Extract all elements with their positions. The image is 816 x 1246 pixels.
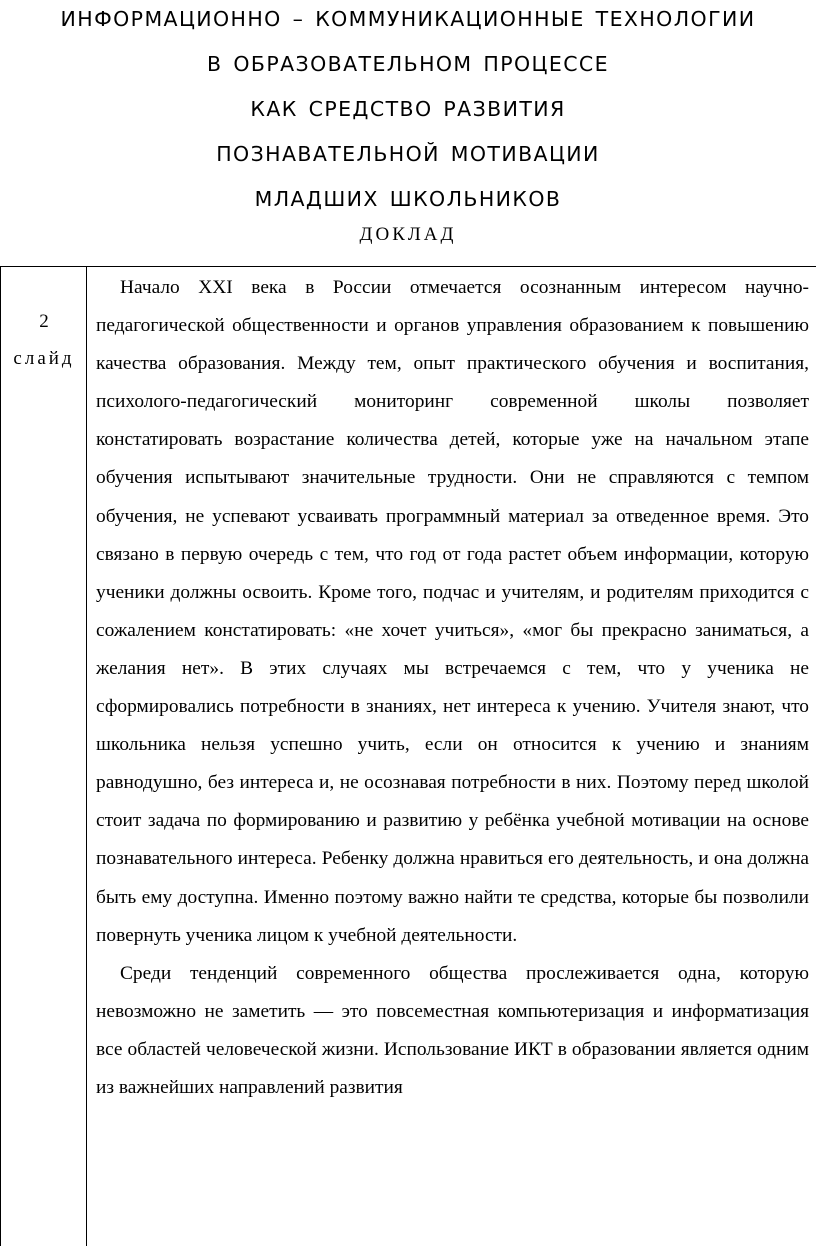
- text-cell: [96, 269, 809, 1107]
- document-subtitle: ДОКЛАД: [359, 224, 457, 245]
- title-line-3: КАК СРЕДСТВО РАЗВИТИЯ: [250, 97, 566, 121]
- title-line-1: ИНФОРМАЦИОННО – КОММУНИКАЦИОННЫЕ ТЕХНОЛОГИИ: [60, 7, 756, 31]
- title-line-5: МЛАДШИХ ШКОЛЬНИКОВ: [254, 187, 562, 211]
- content-table: [0, 266, 816, 1246]
- document-title: [0, 0, 816, 260]
- paragraph-1: Начало XXI века в России отмечается осознанным интересом научно-педагогической общественности и органов управления образованием к повышению качества образования. Между тем, опыт практического обучения и воспитания, психолого-педагогический мониторинг современной школы позволяет констатировать возрастание количества детей, которые уже на начальном этапе обучения испытывают значительные трудности. Они не справляются с темпом обучения, не успевают усваивать программный материал за отведенное время. Это связано в первую очередь с тем, что год от года растет объем информации, которую ученики должны освоить. Кроме того, подчас и учителям, и родителям приходится с сожалением констатировать: «не хочет учиться», «мог бы прекрасно заниматься, а желания нет». В этих случаях мы встречаемся с тем, что у ученика не сформировались потребности в знаниях, нет интереса к учению. Учителя знают, что школьника нельзя успешно учить, если он относится к учению и знаниям равнодушно, без интереса и, не осознавая потребности в них. Поэтому перед школой стоит задача по формированию и развитию у ребёнка учебной мотивации на основе познавательного интереса. Ребенку должна нравиться его деятельность, и она должна быть ему доступна. Именно поэтому важно найти те средства, которые бы позволили повернуть ученика лицом к учебной деятельности.: [96, 277, 809, 946]
- slide-number: 2: [39, 311, 49, 332]
- title-line-4: ПОЗНАВАТЕЛЬНОЙ МОТИВАЦИИ: [216, 142, 600, 166]
- paragraph-2: Среди тенденций современного общества прослеживается одна, которую невозможно не заметить — это повсеместная компьютеризация и информатизация все областей человеческой жизни. Использование ИКТ в образовании является одним из важнейших направлений развития: [96, 962, 809, 1098]
- title-line-2: В ОБРАЗОВАТЕЛЬНОМ ПРОЦЕССЕ: [206, 52, 609, 76]
- slide-label: слайд: [13, 348, 75, 369]
- slide-cell: [1, 267, 87, 1246]
